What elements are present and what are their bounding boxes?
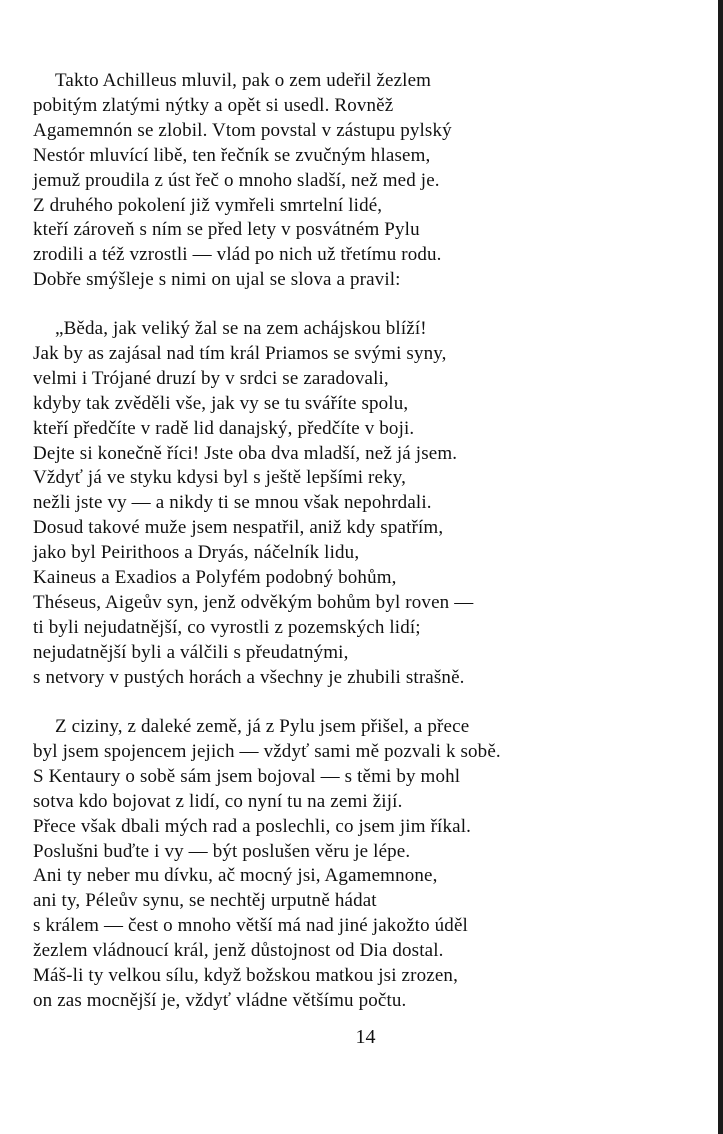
stanza xyxy=(33,317,613,691)
verse-line: Nestór mluvící libě, ten řečník se zvučným hlasem, xyxy=(33,144,431,166)
verse-line: Ani ty neber mu dívku, ač mocný jsi, Agamemnone, xyxy=(33,865,438,887)
verse-line: on zas mocnější je, vždyť vládne většímu počtu. xyxy=(33,989,407,1011)
verse-line: Takto Achilleus mluvil, pak o zem udeřil žezlem xyxy=(55,70,432,91)
verse-line: „Běda, jak veliký žal se na zem achájskou blíží! xyxy=(55,318,427,339)
verse-line: pobitým zlatými nýtky a opět si usedl. Rovněž xyxy=(33,94,394,116)
verse-line: jemuž proudila z úst řeč o mnoho sladší, než med je. xyxy=(33,169,440,191)
stanza xyxy=(33,69,613,293)
verse-line: zrodili a též vzrostli — vlád po nich už třetímu rodu. xyxy=(33,244,442,266)
verse-line: jako byl Peirithoos a Dryás, náčelník lidu, xyxy=(33,542,360,564)
verse-line: Jak by as zajásal nad tím král Priamos se svými syny, xyxy=(33,342,447,364)
verse-line: sotva kdo bojovat z lidí, co nyní tu na zemi žijí. xyxy=(33,790,403,812)
verse-line: ani ty, Péleův synu, se nechtěj urputně hádat xyxy=(33,890,377,912)
verse-line: kdyby tak zvěděli vše, jak vy se tu sváříte spolu, xyxy=(33,392,409,414)
page-number: 14 xyxy=(355,1026,376,1048)
verse-line: kteří předčíte v radě lid danajský, předčíte v boji. xyxy=(33,417,415,439)
verse-line: nežli jste vy — a nikdy ti se mnou však nepohrdali. xyxy=(33,492,432,514)
verse-line: s netvory v pustých horách a všechny je zhubili strašně. xyxy=(33,666,465,688)
verse-line: ti byli nejudatnější, co vyrostli z pozemských lidí; xyxy=(33,616,421,638)
verse-line: Kaineus a Exadios a Polyfém podobný bohům, xyxy=(33,567,397,589)
verse-line: Poslušni buďte i vy — být poslušen věru je lépe. xyxy=(33,840,411,862)
verse-line: Z druhého pokolení již vymřeli smrtelní lidé, xyxy=(33,194,383,216)
verse-line: Máš-li ty velkou sílu, když božskou matkou jsi zrozen, xyxy=(33,965,458,987)
verse-line: S Kentaury o sobě sám jsem bojoval — s těmi by mohl xyxy=(33,765,461,787)
verse-line: velmi i Trójané druzí by v srdci se zaradovali, xyxy=(33,367,389,389)
verse-line: s králem — čest o mnoho větší má nad jiné jakožto úděl xyxy=(33,915,468,937)
stanza xyxy=(33,715,613,1014)
verse-line: žezlem vládnoucí král, jenž důstojnost od Dia dostal. xyxy=(33,940,444,962)
verse-line: nejudatnější byli a válčili s přeudatnými, xyxy=(33,641,349,663)
scan-edge-border xyxy=(718,0,723,1134)
verse-line: byl jsem spojencem jejich — vždyť sami mě pozvali k sobě. xyxy=(33,740,501,762)
verse-line: Théseus, Aigeův syn, jenž odvěkým bohům byl roven — xyxy=(33,591,474,613)
verse-line: Dobře smýšleje s nimi on ujal se slova a pravil: xyxy=(33,269,401,291)
verse-line: kteří zároveň s ním se před lety v posvátném Pylu xyxy=(33,219,420,241)
verse-line: Dejte si konečně říci! Jste oba dva mladší, než já jsem. xyxy=(33,442,458,464)
verse-line: Přece však dbali mých rad a poslechli, co jsem jim říkal. xyxy=(33,815,472,837)
verse-line: Agamemnón se zlobil. Vtom povstal v zástupu pylský xyxy=(33,119,452,141)
verse-line: Dosud takové muže jsem nespatřil, aniž kdy spatřím, xyxy=(33,517,444,539)
verse-line: Z ciziny, z daleké země, já z Pylu jsem přišel, a přece xyxy=(55,716,470,737)
verse-line: Vždyť já ve styku kdysi byl s ještě lepšími reky, xyxy=(33,467,407,489)
